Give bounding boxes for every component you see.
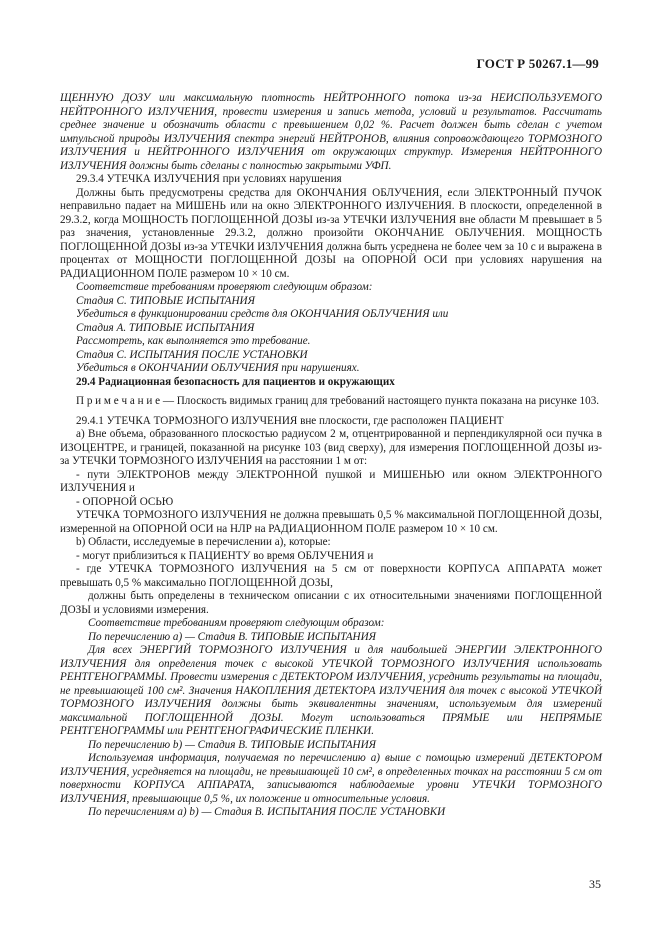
page-number: 35 [589, 877, 601, 891]
paragraph-radiographs: Для всех ЭНЕРГИЙ ТОРМОЗНОГО ИЗЛУЧЕНИЯ и для наибольшей ЭНЕРГИИ ЭЛЕКТРОННОГО ИЗЛУЧЕНИЯ для определения точек с высокой УТЕЧКОЙ ТОРМОЗНОГО ИЗЛУЧЕНИЯ использовать РЕНТГЕНОГРАММЫ. Провести измерения с ДЕТЕКТОРОМ ИЗЛУЧЕНИЯ, усреднить результаты на площади, не превышающей 100 см². Значения НАКОПЛЕНИЯ ДЕТЕКТОРА ИЗЛУЧЕНИЯ для точек с высокой УТЕЧКОЙ ТОРМОЗНОГО ИЗЛУЧЕНИЯ должны быть эквивалентны значениям, используемым для измерений максимальной ПОГЛОЩЕННОЙ ДОЗЫ. Могут использоваться ПРЯМЫЕ или НЕПРЯМЫЕ РЕНТГЕНОГРАММЫ или РЕНТГЕНОГРАФИЧЕСКИЕ ПЛЕНКИ. [60, 644, 602, 737]
compliance-intro: Соответствие требованиям проверяют следующим образом: [76, 281, 373, 293]
paragraph-termination: Должны быть предусмотрены средства для ОКОНЧАНИЯ ОБЛУЧЕНИЯ, если ЭЛЕКТРОННЫЙ ПУЧОК неправильно падает на МИШЕНЬ или на окно ЭЛЕКТРОННОГО ИЗЛУЧЕНИЯ. В плоскости, определенной в 29.3.2, когда МОЩНОСТЬ ПОГЛОЩЕННОЙ ДОЗЫ из-за УТЕЧКИ ИЗЛУЧЕНИЯ вне области M превышает в 5 раз значения, установленные 29.3.2, должно произойти ОКОНЧАНИЕ ОБЛУЧЕНИЯ. МОЩНОСТЬ ПОГЛОЩЕННОЙ ДОЗЫ из-за УТЕЧКИ ИЗЛУЧЕНИЯ должна быть усреднена не более чем за 10 с и выражена в процентах от МОЩНОСТИ ПОГЛОЩЕННОЙ ДОЗЫ на ОПОРНОЙ ОСИ при условиях нарушения на РАДИАЦИОННОМ ПОЛЕ размером 10 × 10 см. [60, 186, 602, 280]
paragraph-neutron-measurements: ЩЕННУЮ ДОЗУ или максимальную плотность НЕЙТРОННОГО потока из-за НЕИСПОЛЬЗУЕМОГО НЕЙТРОННОГО ИЗЛУЧЕНИЯ, провести измерения и запись метода, условий и результатов. Рассчитать среднее значение и обозначить области с превышением 0,02 %. Расчет должен быть сделан с учетом импульсной природы ИЗЛУЧЕНИЯ спектра энергий НЕЙТРОНОВ, влияния сопровождающего ТОРМОЗНОГО ИЗЛУЧЕНИЯ и НЕЙТРОННОГО ИЗЛУЧЕНИЯ от окружающих структур. Измерения НЕЙТРОННОГО ИЗЛУЧЕНИЯ должны быть сделаны с полностью закрытыми УФП. [60, 92, 602, 172]
item-b-stage-b: По перечислению b) — Стадия В. ТИПОВЫЕ ИСПЫТАНИЯ [88, 738, 376, 751]
item-a-stage-b: По перечислению а) — Стадия В. ТИПОВЫЕ ИСПЫТАНИЯ [88, 630, 376, 643]
items-ab-installation: По перечислениям а) b) — Стадия В. ИСПЫТАНИЯ ПОСЛЕ УСТАНОВКИ [88, 806, 446, 818]
paragraph-leakage-limit: УТЕЧКА ТОРМОЗНОГО ИЗЛУЧЕНИЯ не должна превышать 0,5 % максимальной ПОГЛОЩЕННОЙ ДОЗЫ, измеренной на ОПОРНОЙ ОСИ на НЛР на РАДИАЦИОННОМ ПОЛЕ размером 10 × 10 см. [60, 509, 602, 535]
bullet-electron-path: - пути ЭЛЕКТРОНОВ между ЭЛЕКТРОННОЙ пушкой и МИШЕНЬЮ или окном ЭЛЕКТРОННОГО ИЗЛУЧЕНИЯ и [60, 468, 602, 494]
paragraph-technical-description: должны быть определены в техническом описании с их относительными значениями ПОГЛОЩЕННОЙ ДОЗЫ и условиями измерения. [60, 590, 602, 616]
consider-requirement: Рассмотреть, как выполняется это требование. [76, 335, 311, 347]
compliance-intro-2: Соответствие требованиям проверяют следующим образом: [88, 617, 385, 629]
stage-c-type-tests: Стадия С. ТИПОВЫЕ ИСПЫТАНИЯ [76, 294, 255, 307]
bullet-reference-axis: - ОПОРНОЙ ОСЬЮ [76, 495, 174, 508]
verify-termination-faults: Убедиться в ОКОНЧАНИИ ОБЛУЧЕНИЯ при нарушениях. [76, 362, 360, 374]
item-a-volume: а) Вне объема, образованного плоскостью радиусом 2 м, отцентрированной и перпендикулярной оси пучка в ИЗОЦЕНТРЕ, и границей, показанной на рисунке 103 (вид сверху), для измерения ПОГЛОЩЕННОЙ ДОЗЫ из-за УТЕЧКИ ТОРМОЗНОГО ИЗЛУЧЕНИЯ на расстоянии 1 м от: [60, 428, 602, 467]
document-body [60, 92, 602, 820]
item-b-areas: b) Области, исследуемые в перечислении а), которые: [76, 536, 331, 548]
stage-c-installation-tests: Стадия С. ИСПЫТАНИЯ ПОСЛЕ УСТАНОВКИ [76, 348, 308, 361]
verify-termination-means: Убедиться в функционировании средств для ОКОНЧАНИЯ ОБЛУЧЕНИЯ или [76, 308, 449, 320]
bullet-near-patient: - могут приблизиться к ПАЦИЕНТУ во время ОБЛУЧЕНИЯ и [76, 549, 374, 562]
note-figure-103: П р и м е ч а н и е — Плоскость видимых границ для требований настоящего пункта показана на рисунке 103. [76, 395, 600, 407]
standard-header: ГОСТ Р 50267.1—99 [476, 56, 599, 71]
stage-a-type-tests: Стадия А. ТИПОВЫЕ ИСПЫТАНИЯ [76, 321, 255, 334]
clause-29-4-1-heading: 29.4.1 УТЕЧКА ТОРМОЗНОГО ИЗЛУЧЕНИЯ вне плоскости, где расположен ПАЦИЕНТ [76, 414, 504, 427]
bullet-leakage-5cm: - где УТЕЧКА ТОРМОЗНОГО ИЗЛУЧЕНИЯ на 5 см от поверхности КОРПУСА АППАРАТА может превышать 0,5 % максимально ПОГЛОЩЕННОЙ ДОЗЫ, [60, 563, 602, 589]
clause-29-3-4-heading: 29.3.4 УТЕЧКА ИЗЛУЧЕНИЯ при условиях нарушения [76, 173, 342, 185]
section-29-4-heading: 29.4 Радиационная безопасность для пациентов и окружающих [76, 375, 395, 388]
paragraph-information-used: Используемая информация, получаемая по перечислению а) выше с помощью измерений ДЕТЕКТОРОМ ИЗЛУЧЕНИЯ, усредняется на площади, не превышающей 10 см², в определенных точках на расстоянии 5 см от поверхности КОРПУСА АППАРАТА, записываются наблюдаемые уровни УТЕЧКИ ТОРМОЗНОГО ИЗЛУЧЕНИЯ, превышающие 0,5 %, их положение и относительные условия. [60, 752, 602, 805]
